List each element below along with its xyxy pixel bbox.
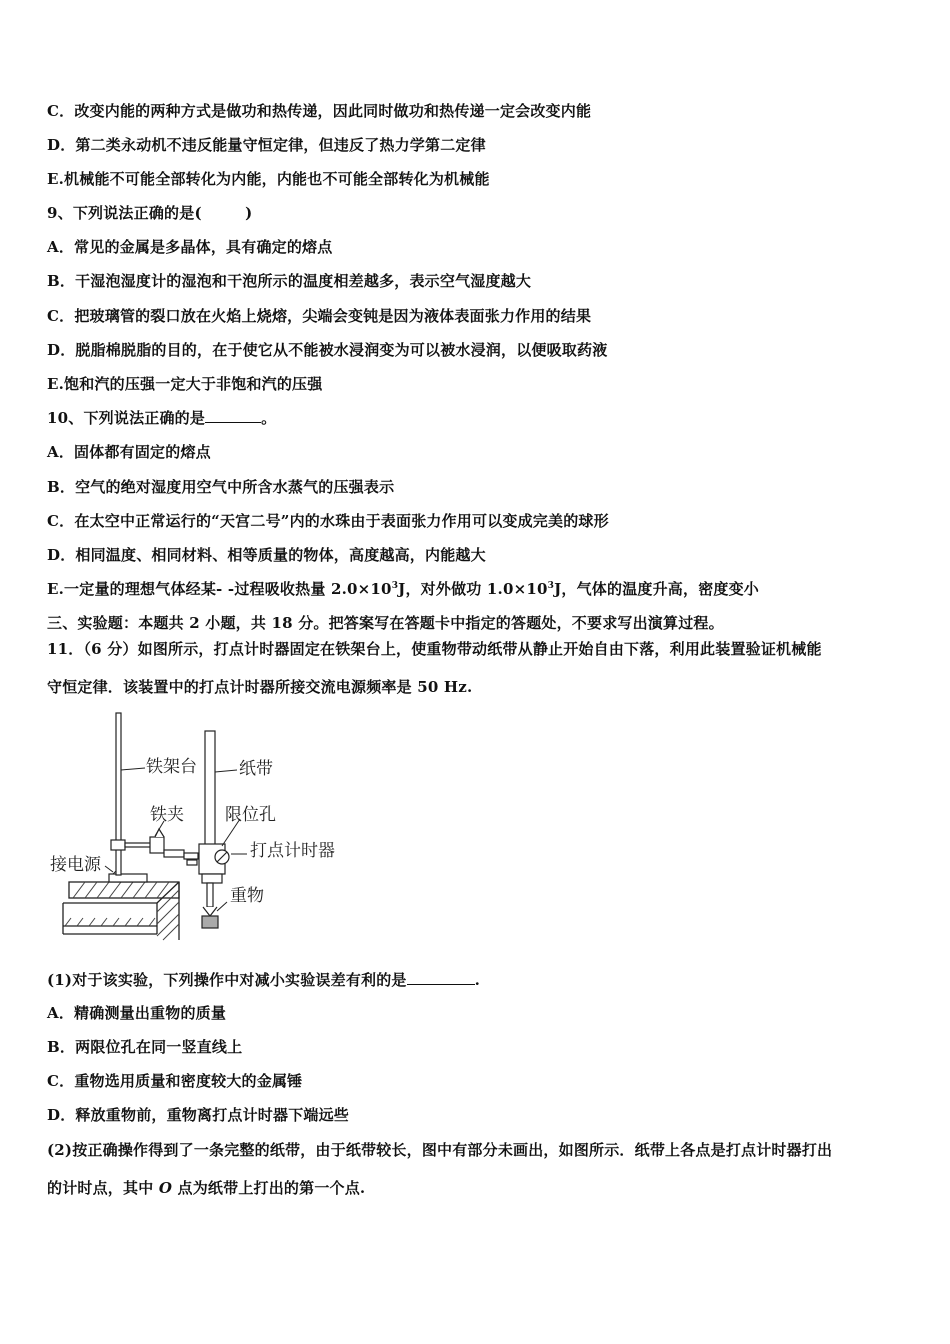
q9-option-d: D．脱脂棉脱脂的目的，在于使它从不能被水浸润变为可以被水浸润，以便吸取药液 [47,341,608,359]
q10-e-pre: E.一定量的理想气体经某- -过程吸收热量 2.0×10 [47,580,392,598]
q10-stem-text: 10、下列说法正确的是 [47,409,206,427]
q9-option-c: C．把玻璃管的裂口放在火焰上烧熔，尖端会变钝是因为液体表面张力作用的结果 [47,307,592,325]
q11-sub1-text: (1)对于该实验，下列操作中对减小实验误差有利的是 [47,971,407,989]
label-clamp: 铁夹 [150,805,184,825]
label-timer: 打点计时器 [250,841,335,861]
q11-option-d: D．释放重物前，重物离打点计时器下端远些 [47,1106,350,1124]
q11-sub2-line2 [47,1178,365,1198]
q9-option-b: B．干湿泡湿度计的湿泡和干泡所示的温度相差越多，表示空气湿度越大 [47,272,532,290]
q11-sub2-post: 点为纸带上打出的第一个点. [172,1179,366,1197]
label-weight: 重物 [230,886,264,906]
label-stand: 铁架台 [146,757,197,777]
q10-e-exp1: 3 [391,581,399,591]
point-o: O [158,1179,173,1197]
q11-stem-line2: 守恒定律．该装置中的打点计时器所接交流电源频率是 50 Hz. [47,678,473,696]
label-power: 接电源 [50,855,101,875]
q11-option-a: A．精确测量出重物的质量 [47,1004,227,1022]
q11-sub1-end: . [474,971,481,989]
q9-option-e: E.饱和汽的压强一定大于非饱和汽的压强 [47,375,323,393]
label-limit-hole: 限位孔 [225,805,276,825]
leader-lines [105,768,247,911]
q8-option-c: C．改变内能的两种方式是做功和热传递，因此同时做功和热传递一定会改变内能 [47,102,592,120]
weight-object [202,907,218,928]
q9-stem: 9、下列说法正确的是( ) [47,204,253,222]
q11-sub2-pre: 的计时点，其中 [47,1179,159,1197]
stand-base [109,874,147,882]
q11-stem-line1: 11．（6 分）如图所示，打点计时器固定在铁架台上，使重物带动纸带从静止开始自由下落，利用此装置验证机械能 [47,640,822,658]
q10-option-a: A．固体都有固定的熔点 [47,443,211,461]
section-3-heading: 三、实验题：本题共 2 小题，共 18 分。把答案写在答题卡中指定的答题处，不要求写出演算过程。 [47,614,724,632]
answer-blank [407,970,475,985]
q8-option-e: E.机械能不可能全部转化为内能，内能也不可能全部转化为机械能 [47,170,490,188]
q10-stem-end: 。 [261,409,277,427]
answer-blank [205,408,261,423]
q10-stem [47,408,276,428]
q8-option-d: D．第二类永动机不违反能量守恒定律，但违反了热力学第二定律 [47,136,486,154]
q10-e-mid: J，对外做功 1.0×10 [398,580,548,598]
table-hatching [65,882,179,940]
q10-e-post: J，气体的温度升高，密度变小 [554,580,760,598]
q11-sub1 [47,970,480,990]
q11-option-b: B．两限位孔在同一竖直线上 [47,1038,243,1056]
timer-device [199,844,229,907]
q10-option-b: B．空气的绝对湿度用空气中所含水蒸气的压强表示 [47,478,395,496]
q11-sub2-line1: (2)按正确操作得到了一条完整的纸带，由于纸带较长，图中有部分未画出，如图所示．纸带上各点是打点计时器打出 [47,1141,833,1159]
q10-option-d: D．相同温度、相同材料、相等质量的物体，高度越高，内能越大 [47,546,486,564]
q10-option-c: C．在太空中正常运行的“天宫二号”内的水珠由于表面张力作用可以变成完美的球形 [47,512,609,530]
q10-option-e [47,579,759,599]
q11-option-c: C．重物选用质量和密度较大的金属锤 [47,1072,303,1090]
label-tape: 纸带 [239,759,273,779]
stand-rod [116,713,121,875]
clamp [111,829,198,865]
paper-tape [205,731,215,855]
apparatus-figure [47,706,367,946]
q9-option-a: A．常见的金属是多晶体，具有确定的熔点 [47,238,333,256]
q10-e-exp2: 3 [547,581,555,591]
